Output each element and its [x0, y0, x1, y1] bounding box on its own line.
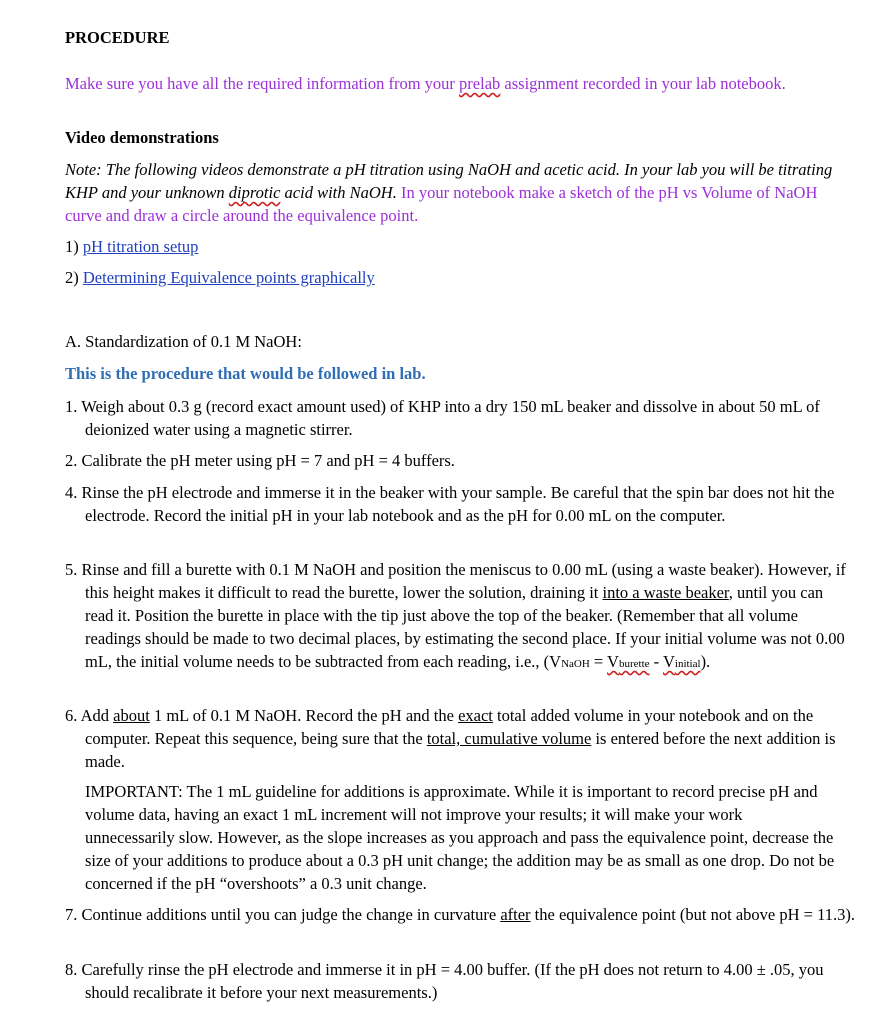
prelab-word: prelab [459, 74, 501, 93]
v-initial [663, 652, 701, 671]
intro-text-1: Make sure you have all the required information from your [65, 74, 460, 93]
step-7 [65, 903, 855, 926]
section-note: This is the procedure that would be followed in lab. [65, 364, 426, 383]
intro-paragraph [65, 72, 840, 95]
link-number-1: 1) [65, 237, 83, 256]
sub-burette: burette [618, 658, 650, 670]
equivalence-points-link[interactable]: Determining Equivalence points graphically [82, 268, 375, 287]
step-6-text-b: 1 mL of 0.1 M NaOH. Record the pH and the [149, 706, 459, 725]
step-1: 1. Weigh about 0.3 g (record exact amount used) of KHP into a dry 150 mL beaker and dissolve in about 50 mL of deionized water using a magnetic stirrer. [65, 397, 820, 439]
step-6 [65, 704, 855, 773]
total-cumulative-volume: total, cumulative volume [426, 729, 592, 748]
link-item-1 [65, 235, 840, 258]
step-5-underlined: into a waste beaker [602, 583, 729, 602]
ph-titration-setup-link[interactable]: pH titration setup [82, 237, 199, 256]
v-symbol-3: V [662, 652, 675, 671]
after-word: after [500, 905, 531, 924]
step-6-text-a: 6. Add [65, 706, 114, 725]
sub-initial: initial [674, 658, 701, 670]
step-6-text-c: total added volume in your notebook and on the computer. Repeat this sequence, being sure that the [85, 706, 814, 748]
note-purple: In your notebook make a sketch of the pH vs Volume of NaOH curve and draw a circle around the equivalence point. [65, 183, 818, 225]
step-5-end: ). [700, 652, 711, 671]
note-italic-1: Note: The following videos demonstrate a pH titration using NaOH and acetic acid. In your lab you will be titrating KHP and your unknown [65, 160, 833, 202]
minus-sign: - [649, 652, 663, 671]
note-italic-2: acid with NaOH. [280, 183, 397, 202]
video-heading: Video demonstrations [65, 128, 219, 147]
link-item-2 [65, 266, 840, 289]
about-word: about [113, 706, 150, 725]
diprotic-word: diprotic [228, 183, 281, 202]
sub-naoh: NaOH [561, 658, 590, 670]
step-6-text-d: is entered before the next addition is made. [85, 729, 836, 771]
section-a-heading: A. Standardization of 0.1 M NaOH: [65, 332, 302, 351]
v-burette [607, 652, 649, 671]
equals-sign: = [589, 652, 608, 671]
step-7-text-b: the equivalence point (but not above pH = 11.3). [530, 905, 855, 924]
link-number-2: 2) [65, 268, 83, 287]
step-5-text-b: , until you can read it. Position the burette in place with the tip just above the top of the beaker. (Remember that all volume readings should be made to two decimal places, by estimating the second place. If your initial volume was not 0.00 mL, the initial volume needs to be subtracted from each reading, i.e., (V [85, 583, 845, 671]
step-2: 2. Calibrate the pH meter using pH = 7 and pH = 4 buffers. [65, 451, 455, 470]
step-5 [65, 558, 855, 676]
step-8: 8. Carefully rinse the pH electrode and immerse it in pH = 4.00 buffer. (If the pH does not return to 4.00 ± .05, you should recalibrate it before your next measurements.) [65, 960, 824, 1002]
step-5-text-a: 5. Rinse and fill a burette with 0.1 M NaOH and position the meniscus to 0.00 mL (using a waste beaker). However, if this height makes it difficult to read the burette, lower the solution, draining it [65, 560, 846, 602]
note-paragraph [65, 158, 840, 227]
intro-text-2: assignment recorded in your lab notebook. [500, 74, 786, 93]
step-7-text-a: 7. Continue additions until you can judge the change in curvature [65, 905, 501, 924]
important-note: IMPORTANT: The 1 mL guideline for additions is approximate. While it is important to record precise pH and volume data, having an exact 1 mL increment will not improve your results; it will make your work unnecessarily slow. However, as the slope increases as you approach and pass the equivalence point, decrease the size of your additions to produce about a 0.3 pH unit change; the addition may be as small as one drop. Do not be concerned if the pH “overshoots” a 0.3 unit change. [85, 782, 835, 893]
step-4: 4. Rinse the pH electrode and immerse it in the beaker with your sample. Be careful that the spin bar does not hit the electrode. Record the initial pH in your lab notebook and as the pH for 0.00 mL on the computer. [65, 483, 835, 525]
exact-word: exact [458, 706, 493, 725]
v-symbol-2: V [607, 652, 619, 671]
page-title: PROCEDURE [65, 28, 170, 47]
